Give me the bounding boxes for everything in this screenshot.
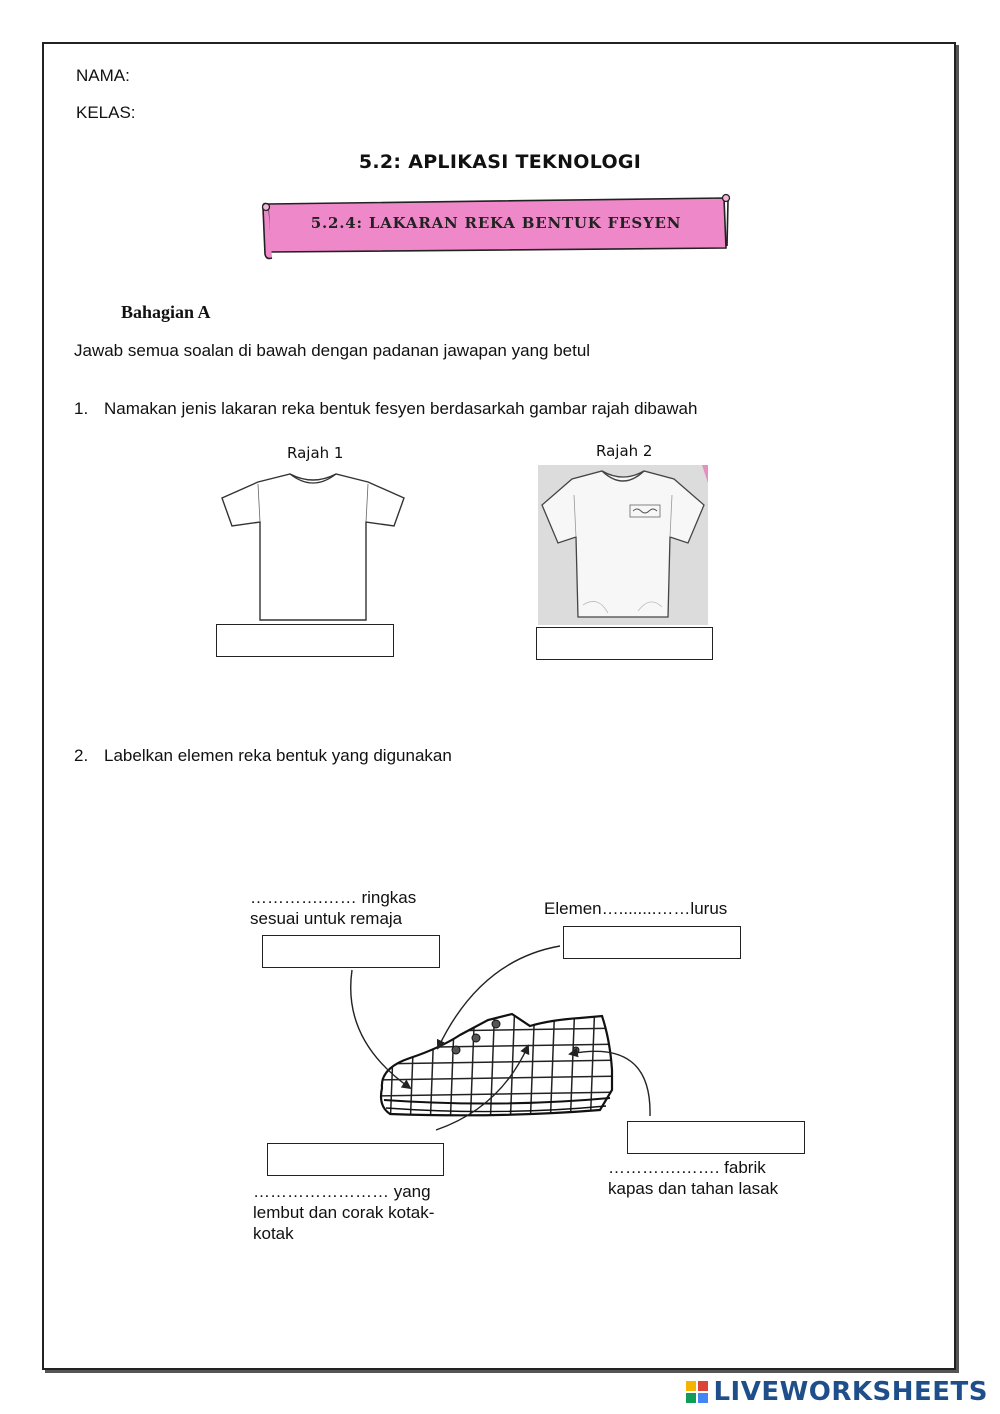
answer-box-rajah2[interactable]: [536, 627, 713, 660]
q1-number: 1.: [74, 399, 89, 418]
figure1-label: Rajah 1: [287, 444, 344, 462]
q1-text: Namakan jenis lakaran reka bentuk fesyen berdasarkah gambar rajah dibawah: [104, 399, 698, 418]
logo-text: LIVEWORKSHEETS: [713, 1377, 988, 1407]
q2-number: 2.: [74, 746, 89, 765]
answer-box-bottom-left[interactable]: [267, 1143, 444, 1176]
tshirt-sketch-2: [538, 465, 708, 625]
figure2-label: Rajah 2: [596, 442, 653, 460]
label-top-left: ………….…… ringkas sesuai untuk remaja: [250, 888, 417, 928]
page-title: 5.2: APLIKASI TEKNOLOGI: [358, 151, 642, 173]
answer-input-rajah1[interactable]: [217, 625, 393, 656]
shoe-sketch: [300, 940, 680, 1150]
liveworksheets-logo: [685, 1375, 988, 1409]
answer-box-rajah1[interactable]: [216, 624, 394, 657]
banner-text: 5.2.4: LAKARAN REKA BENTUK FESYEN: [310, 214, 682, 232]
liveworksheets-grid-icon: [685, 1380, 709, 1404]
q2-text: Labelkan elemen reka bentuk yang digunakan: [104, 746, 452, 765]
title-banner: [258, 192, 734, 260]
answer-input-bottom-left[interactable]: [268, 1144, 443, 1175]
kelas-label: KELAS:: [76, 103, 136, 122]
tshirt-sketch-1: [218, 466, 408, 624]
answer-input-rajah2[interactable]: [537, 628, 712, 659]
answer-input-bottom-right[interactable]: [628, 1122, 804, 1153]
section-label: Bahagian A: [121, 302, 211, 322]
answer-box-bottom-right[interactable]: [627, 1121, 805, 1154]
label-bottom-left: …………………… yang lembut dan corak kotak-kotak: [253, 1182, 435, 1243]
section-instruction: Jawab semua soalan di bawah dengan padanan jawapan yang betul: [74, 341, 591, 360]
label-bottom-right: ………….……. fabrik kapas dan tahan lasak: [608, 1158, 779, 1198]
label-top-right: Elemen…........……lurus: [544, 899, 728, 918]
nama-label: NAMA:: [76, 66, 130, 85]
